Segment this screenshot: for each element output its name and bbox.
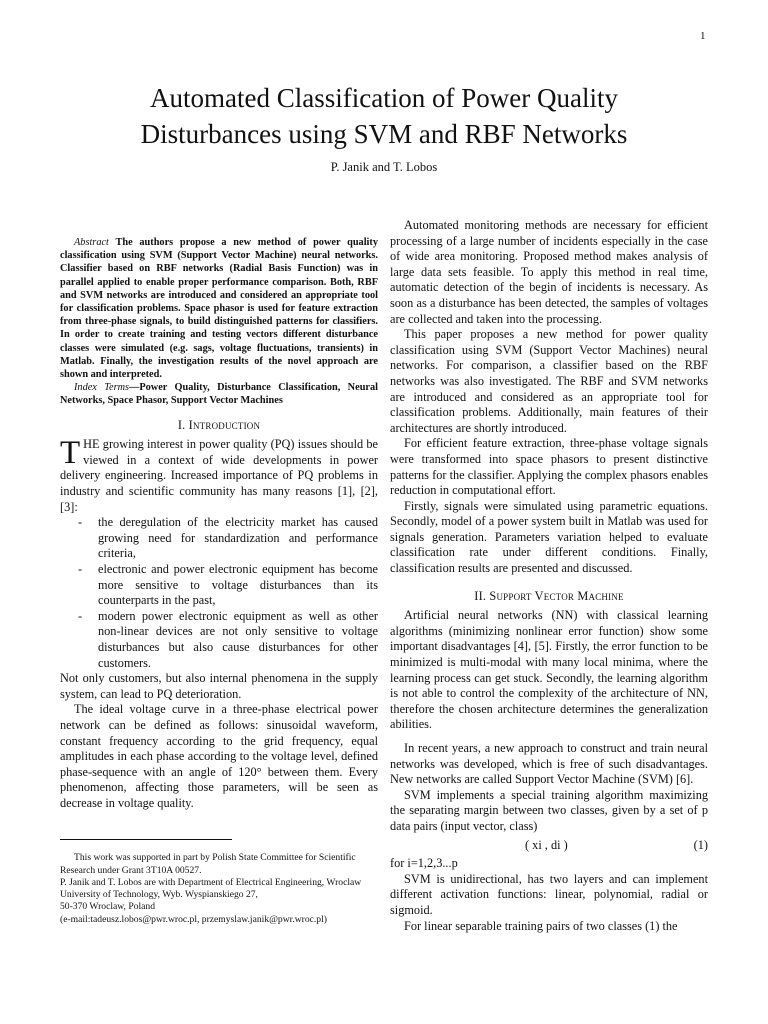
list-item-text: electronic and power electronic equipment has become more sensitive to voltage disturbances than its counterparts in the past, [98, 561, 378, 608]
abstract-text: The authors propose a new method of power quality classification using SVM (Support Vector Machine) neural networks. Classifier based on RBF networks (Radial Basis Function) was in parallel applied to enable proper performance comparison. Both, RBF and SVM networks are introduced and considered an appropriate tool for classification problems. Space phasor is used for feature extraction from three-phase signals, to build distinguished patterns for classifiers. In order to create training and testing vectors different disturbance classes were simulated (e.g. sags, voltage fluctuations, transients) in Matlab. Finally, the investigation results of the novel approach are shown and interpreted. [60, 237, 378, 381]
index-terms-label: Index Terms [74, 382, 130, 394]
abstract [60, 236, 378, 381]
title-line-2: Disturbances using SVM and RBF Networks [140, 119, 628, 149]
list-item [60, 609, 378, 671]
right-paragraph-4: Firstly, signals were simulated using parametric equations. Secondly, model of a power system built in Matlab was used for signals generation. Parameters variation helped to evaluate classification rate under different conditions. Finally, classification results are presented and discussed. [390, 498, 708, 576]
equation-1 [390, 838, 708, 854]
footnote-funding: This work was supported in part by Polish State Committee for Scientific Research under Grant 3T10A 00527. [60, 852, 356, 876]
page-number: 1 [700, 30, 706, 42]
svm-paragraph-1: Artificial neural networks (NN) with classical learning algorithms (minimizing nonlinear error function) show some important disadvantages [4], [5]. Firstly, the error function to be minimized is multi-modal with many local minima, where the learning process can get stuck. Secondly, the learning algorithm is not able to control the complexity of the architecture of NN, therefore the chosen architecture determines the generalization abilities. [390, 608, 708, 732]
list-item-text: the deregulation of the electricity market has caused growing need for standardization and performance criteria, [98, 515, 378, 561]
drop-cap: T [60, 435, 81, 472]
right-column [390, 218, 708, 934]
index-terms-text: —Power Quality, Disturbance Classification, Neural Networks, Space Phasor, Support Vector Machines [60, 382, 378, 407]
list-marker: - [78, 561, 83, 576]
svm-paragraph-3: SVM implements a special training algorithm maximizing the separating margin between two classes, given by a set of p data pairs (input vector, class) [390, 787, 708, 833]
svm-paragraph-2: In recent years, a new approach to construct and train neural networks was developed, which is free of such disadvantages. New networks are called Support Vector Machine (SVM) [6]. [390, 741, 708, 787]
intro-paragraph-3: The ideal voltage curve in a three-phase electrical power network can be defined as follows: sinusoidal waveform, constant frequency according to the grid frequency, equal amplitudes in each phase according to the voltage level, defined phase-sequence with an angle of 120° between them. Every phenomenon, affecting those parameters, will be seen as decrease in voltage quality. [60, 702, 378, 810]
footnote-rule [60, 839, 232, 840]
intro-paragraph-1: THE growing interest in power quality (PQ) issues should be viewed in a context of wide developments in power delivery engineering. Increased importance of PQ problems in industry and scientific community has many reasons [1], [2], [3]: [60, 435, 378, 514]
footnote-affiliation: P. Janik and T. Lobos are with Department of Electrical Engineering, Wroclaw University of Technology, Wyb. Wyspianskiego 27, [60, 876, 362, 901]
footnote-address: 50-370 Wroclaw, Poland [60, 901, 155, 913]
list-item-text: modern power electronic equipment as well as other non-linear devices are not only sensitive to voltage disturbances but also cause disturbances for other customers. [98, 608, 378, 670]
list-marker: - [78, 515, 83, 530]
list-item [60, 562, 378, 609]
right-paragraph-3: For efficient feature extraction, three-phase voltage signals were transformed into space phasors to present distinctive patterns for the classifier. Applying the complex phasors enables reduction in computational effort. [390, 436, 708, 498]
footnote-email: (e-mail:tadeusz.lobos@pwr.wroc.pl, przemyslaw.janik@pwr.wroc.pl) [60, 913, 327, 925]
equation-body: ( xi , di ) [525, 837, 568, 852]
footnotes [60, 852, 378, 925]
index-terms [60, 381, 378, 407]
svm-paragraph-5: For linear separable training pairs of two classes (1) the [404, 918, 678, 933]
left-column [60, 236, 378, 926]
abstract-label: Abstract [74, 237, 109, 248]
list-item [60, 515, 378, 562]
title-line-1: Automated Classification of Power Quality [150, 83, 618, 113]
right-paragraph-2: This paper proposes a new method for power quality classification using SVM (Support Vector Machines) neural networks. For comparison, a classifier based on the RBF networks was also investigated. The RBF and SVM networks are introduced and considered as an appropriate tool for classification problems. Additionally, main features of their architectures are shortly introduced. [390, 327, 708, 435]
intro-paragraph-2: Not only customers, but also internal phenomena in the supply system, can lead to PQ deterioration. [60, 671, 378, 701]
list-marker: - [78, 608, 83, 623]
paper-title [0, 80, 768, 152]
svm-paragraph-4: SVM is unidirectional, has two layers and can implement different activation functions: linear, polynomial, radial or sigmoid. [390, 871, 708, 917]
equation-number: (1) [693, 837, 708, 852]
authors: P. Janik and T. Lobos [330, 160, 438, 174]
section-heading-introduction: I. Introduction [177, 417, 261, 432]
right-paragraph-1: Automated monitoring methods are necessary for efficient processing of a large number of incidents especially in the case of wide area monitoring. Proposed method makes analysis of large data sets feasible. To apply this method in real time, automatic detection of the begin of incidents is necessary. As soon as a disturbance has been detected, the samples of voltages are collected and taken into the processing. [390, 218, 708, 326]
section-heading-svm: II. Support Vector Machine [474, 588, 624, 603]
svm-index-range: for i=1,2,3...p [390, 856, 458, 871]
